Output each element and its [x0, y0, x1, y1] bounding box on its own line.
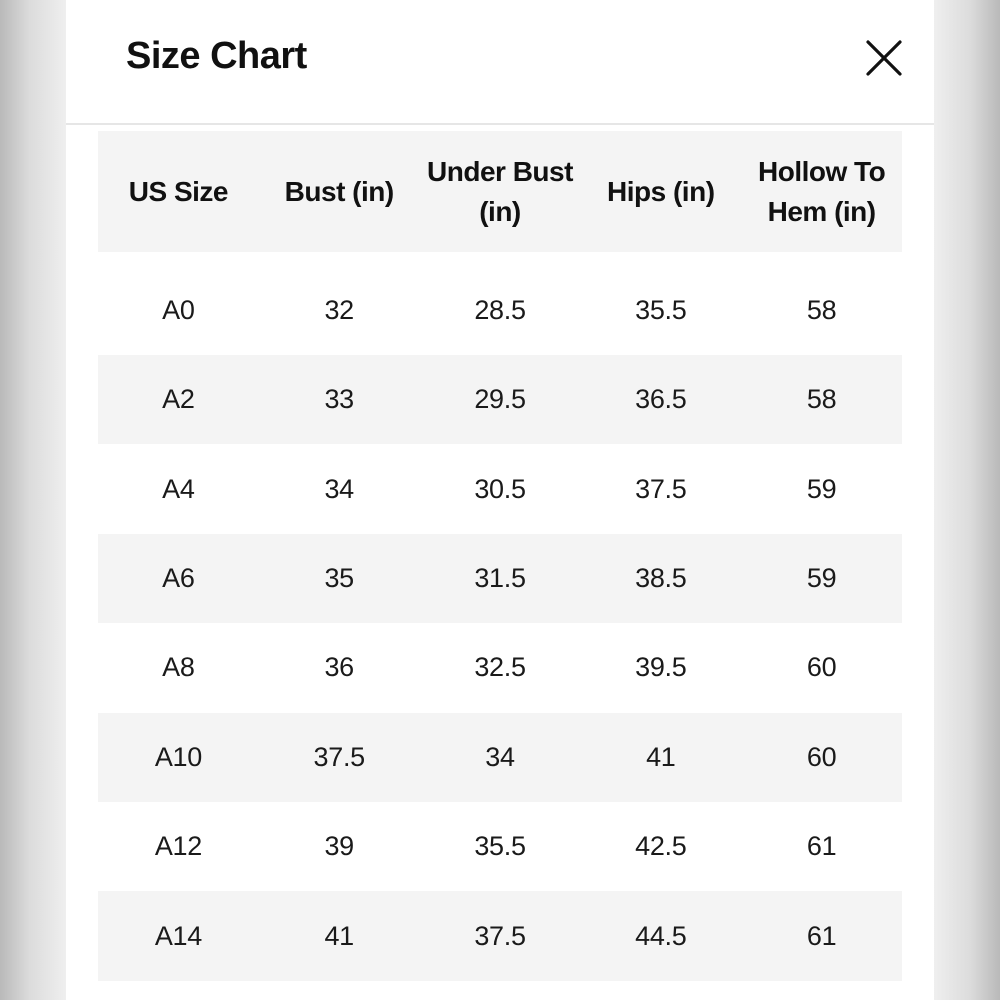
cell-under-bust: 37.5	[474, 920, 526, 951]
header-hips: Hips (in)	[607, 175, 715, 207]
cell-hips: 39.5	[635, 652, 687, 683]
header-hollow-to-hem	[741, 131, 902, 252]
cell-hips: 35.5	[635, 295, 687, 325]
table-row	[98, 802, 902, 891]
cell-us-size: A8	[162, 652, 195, 683]
table-body	[98, 252, 902, 981]
table-row	[98, 444, 902, 533]
cell-hips: 38.5	[635, 562, 687, 593]
header-under-bust-label: Under Bust (in)	[427, 155, 573, 227]
header-hollow-to-hem-label: Hollow To Hem (in)	[758, 155, 886, 227]
table-row	[98, 534, 902, 623]
close-button[interactable]	[864, 38, 904, 78]
table-row	[98, 891, 902, 980]
cell-us-size: A2	[162, 384, 195, 415]
table-row	[98, 252, 902, 355]
cell-us-size: A14	[154, 920, 202, 951]
cell-hollow-to-hem: 60	[806, 741, 837, 772]
cell-us-size: A0	[162, 295, 195, 325]
cell-hollow-to-hem: 59	[806, 473, 837, 504]
cell-us-size: A10	[154, 741, 202, 772]
cell-under-bust: 31.5	[474, 562, 526, 593]
header-us-size: US Size	[128, 175, 228, 207]
cell-bust: 32	[324, 295, 354, 325]
table-header-row	[98, 131, 902, 252]
cell-hollow-to-hem: 61	[806, 831, 837, 862]
size-table-container	[98, 131, 902, 981]
cell-bust: 41	[324, 920, 354, 951]
cell-under-bust: 28.5	[474, 295, 526, 325]
cell-bust: 33	[324, 384, 354, 415]
table-row	[98, 355, 902, 444]
cell-hips: 44.5	[635, 920, 687, 951]
header-bust: Bust (in)	[284, 175, 394, 207]
cell-under-bust: 35.5	[474, 831, 526, 862]
cell-hollow-to-hem: 59	[806, 562, 837, 593]
cell-hips: 41	[646, 741, 676, 772]
cell-us-size: A12	[154, 831, 202, 862]
close-icon	[864, 38, 904, 78]
size-table	[98, 131, 902, 981]
cell-bust: 36	[324, 652, 354, 683]
cell-bust: 37.5	[313, 741, 365, 772]
size-chart-modal	[66, 0, 934, 1000]
cell-hollow-to-hem: 60	[806, 652, 837, 683]
cell-us-size: A4	[162, 473, 195, 504]
cell-bust: 39	[324, 831, 354, 862]
cell-hollow-to-hem: 61	[806, 920, 837, 951]
cell-us-size: A6	[162, 562, 195, 593]
cell-under-bust: 29.5	[474, 384, 526, 415]
cell-bust: 34	[324, 473, 354, 504]
cell-bust: 35	[324, 562, 354, 593]
cell-hips: 42.5	[635, 831, 687, 862]
cell-hips: 36.5	[635, 384, 687, 415]
cell-under-bust: 34	[485, 741, 515, 772]
cell-under-bust: 32.5	[474, 652, 526, 683]
modal-header	[66, 0, 934, 125]
cell-hips: 37.5	[635, 473, 687, 504]
table-row	[98, 713, 902, 802]
header-under-bust	[420, 131, 581, 252]
cell-hollow-to-hem: 58	[806, 295, 837, 325]
table-row	[98, 623, 902, 712]
cell-under-bust: 30.5	[474, 473, 526, 504]
cell-hollow-to-hem: 58	[806, 384, 837, 415]
modal-title: Size Chart	[126, 35, 307, 77]
